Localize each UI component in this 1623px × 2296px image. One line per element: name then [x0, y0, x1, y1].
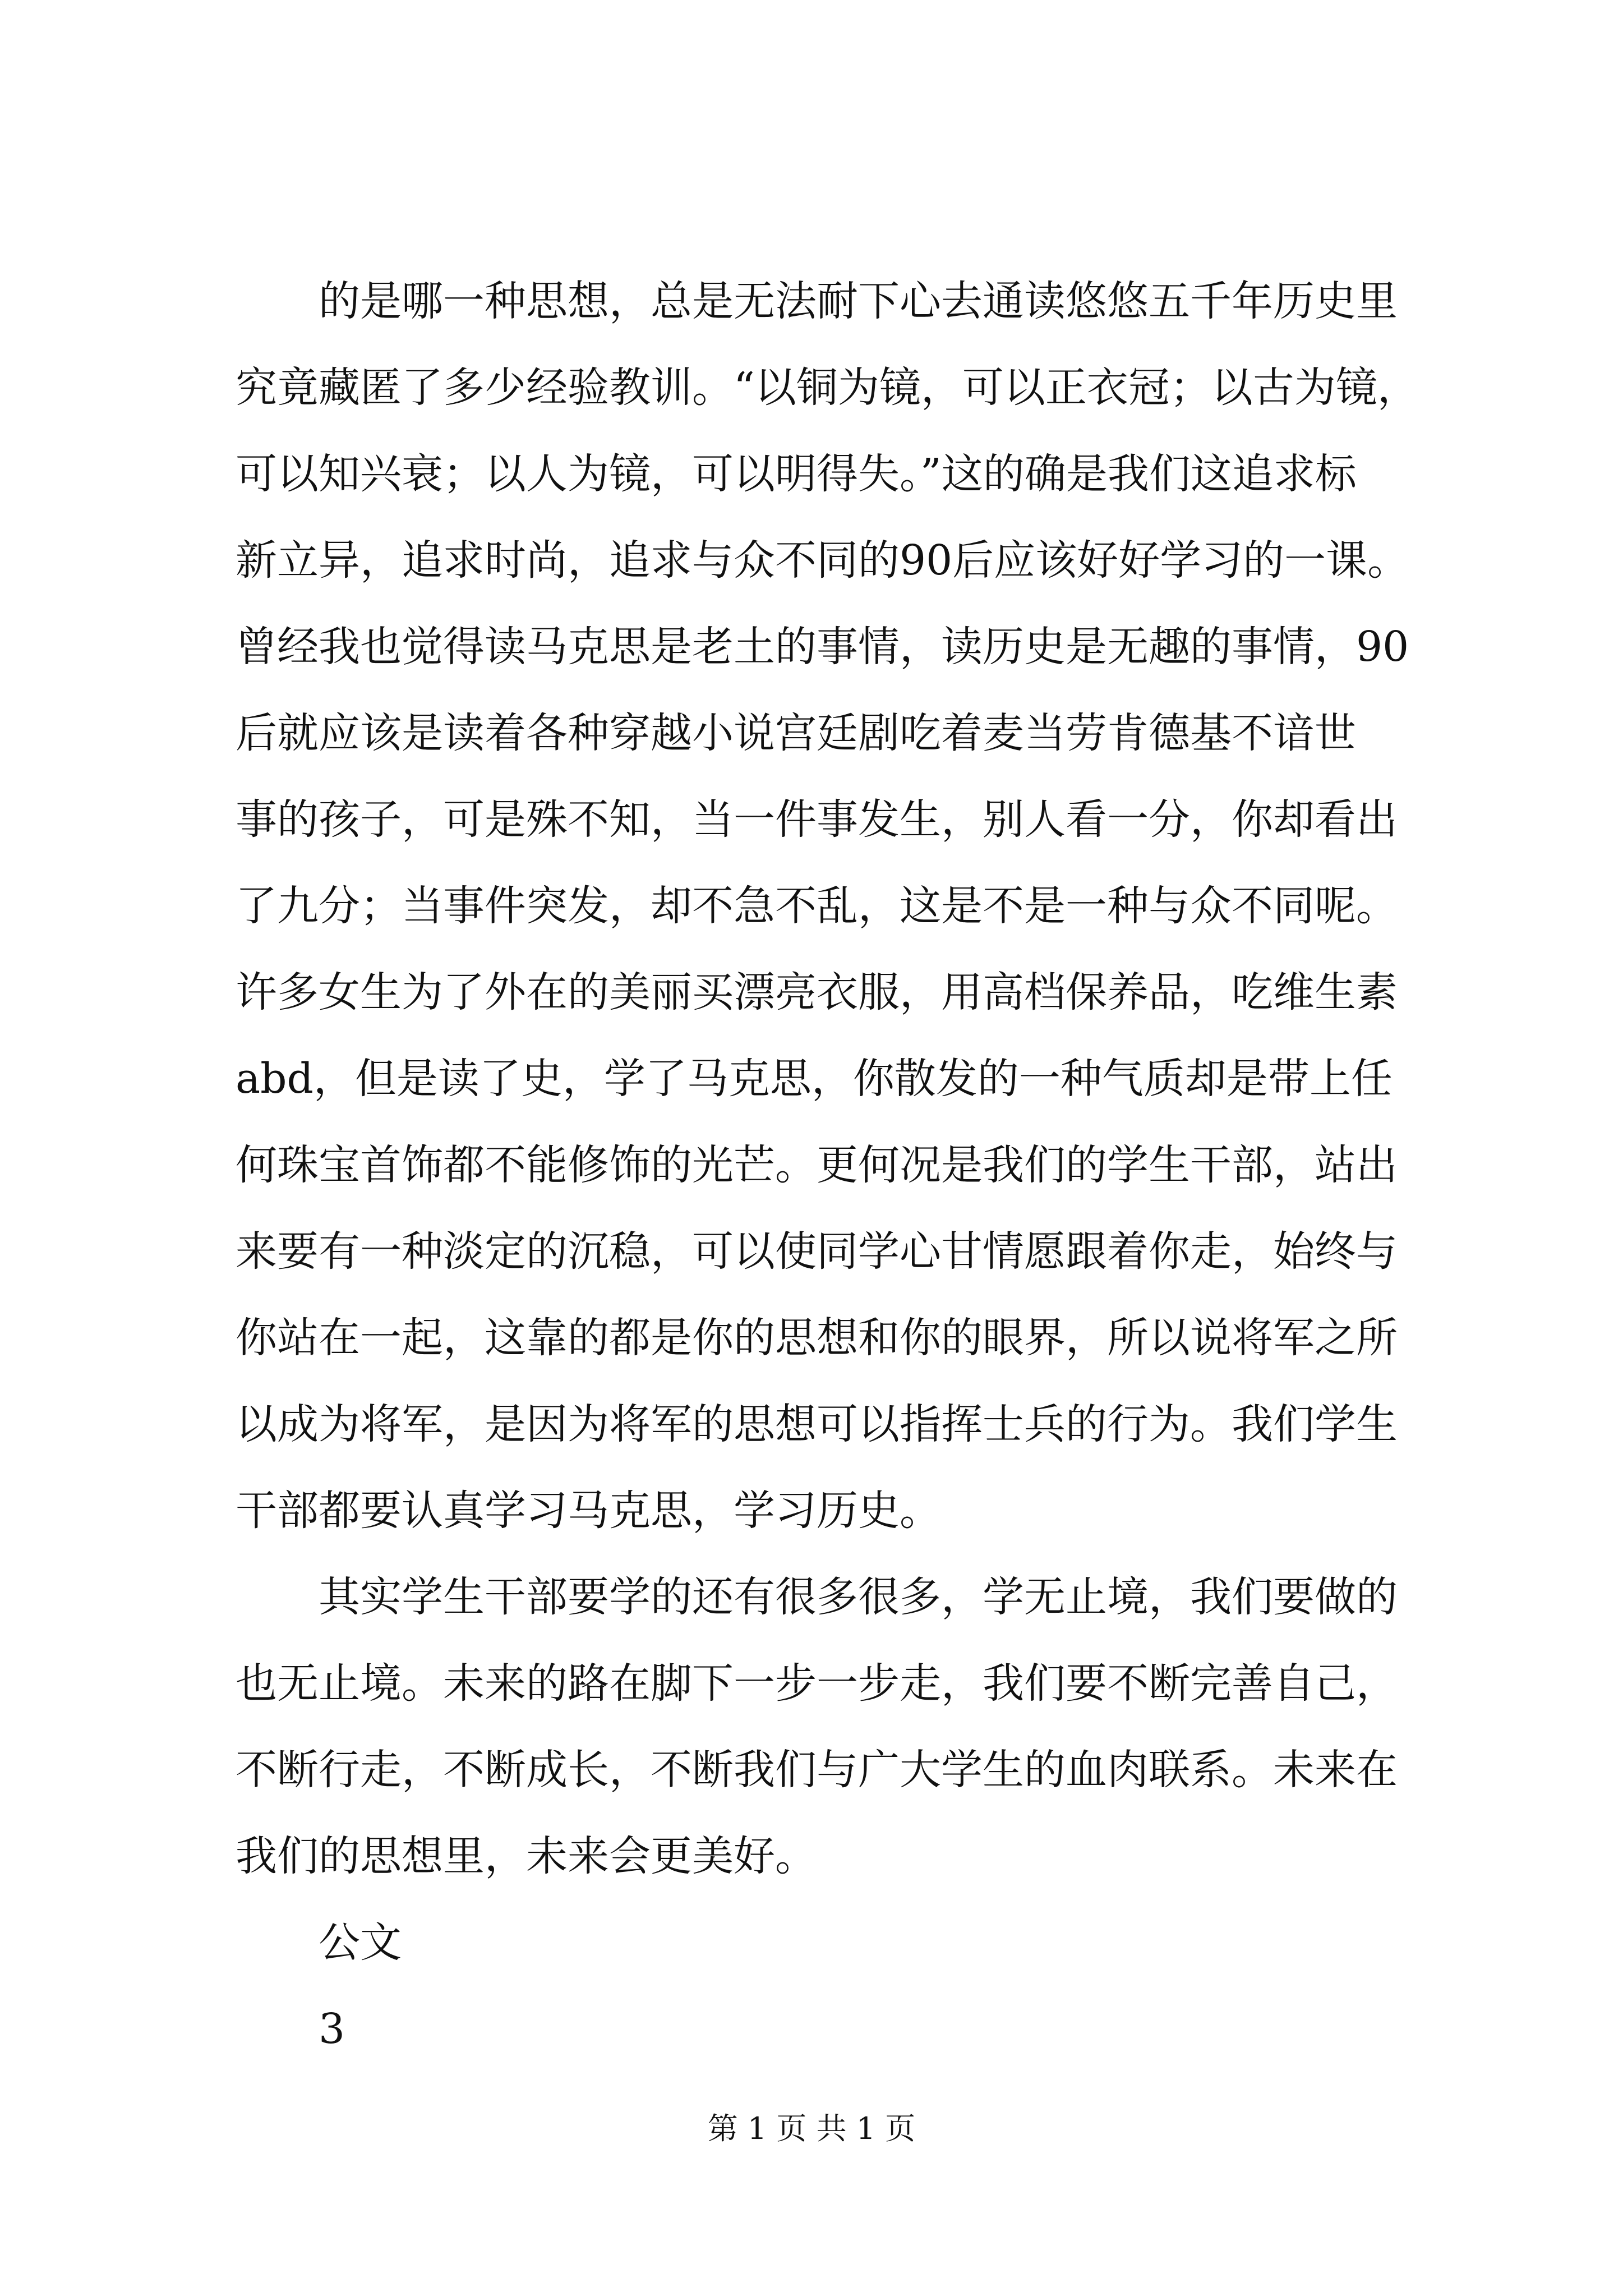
label-gongwen: 公文: [319, 1918, 402, 1967]
paragraph-2-line-3: 不断行走，不断成长，不断我们与广大学生的血肉联系。未来在: [236, 1746, 1398, 1794]
paragraph-2-line-1: 其实学生干部要学的还有很多很多，学无止境，我们要做的: [319, 1573, 1398, 1621]
paragraph-1-line-13: 你站在一起，这靠的都是你的思想和你的眼界，所以说将军之所: [236, 1314, 1398, 1362]
paragraph-1-line-9: 许多女生为了外在的美丽买漂亮衣服，用高档保养品，吃维生素: [236, 968, 1398, 1016]
page-footer: [0, 2109, 1623, 2148]
paragraph-1-line-4: 新立异，追求时尚，追求与众不同的90后应该好好学习的一课。: [236, 536, 1409, 585]
paragraph-1-line-14: 以成为将军，是因为将军的思想可以指挥士兵的行为。我们学生: [236, 1400, 1398, 1448]
page-info: 第 1 页 共 1 页: [707, 2111, 916, 2146]
paragraph-2-line-2: 也无止境。未来的路在脚下一步一步走，我们要不断完善自己，: [236, 1659, 1398, 1708]
paragraph-1-line-3: 可以知兴衰；以人为镜，可以明得失。”这的确是我们这追求标: [236, 450, 1357, 498]
paragraph-1-line-8: 了九分；当事件突发，却不急不乱，这是不是一种与众不同呢。: [236, 882, 1398, 930]
paragraph-1-line-5: 曾经我也觉得读马克思是老土的事情，读历史是无趣的事情，90: [236, 623, 1409, 671]
paragraph-1-line-6: 后就应该是读着各种穿越小说宫廷剧吃着麦当劳肯德基不谙世: [236, 709, 1356, 757]
paragraph-1-line-7: 事的孩子，可是殊不知，当一件事发生，别人看一分，你却看出: [236, 795, 1398, 844]
paragraph-1-line-12: 来要有一种淡定的沉稳，可以使同学心甘情愿跟着你走，始终与: [236, 1227, 1398, 1276]
paragraph-1-line-11: 何珠宝首饰都不能修饰的光芒。更何况是我们的学生干部，站出: [236, 1141, 1398, 1189]
paragraph-1-line-2: 究竟藏匿了多少经验教训。“以铜为镜，可以正衣冠；以古为镜，: [236, 364, 1419, 412]
paragraph-1-line-1: 的是哪一种思想，总是无法耐下心去通读悠悠五千年历史里: [319, 277, 1398, 325]
document-body: [236, 258, 1436, 2072]
paragraph-2-line-4: 我们的思想里，未来会更美好。: [236, 1832, 817, 1880]
paragraph-1-line-15: 干部都要认真学习马克思，学习历史。: [236, 1487, 941, 1535]
paragraph-1-line-10: abd，但是读了史，学了马克思，你散发的一种气质却是带上任: [236, 1055, 1393, 1103]
label-number: 3: [319, 2005, 345, 2053]
